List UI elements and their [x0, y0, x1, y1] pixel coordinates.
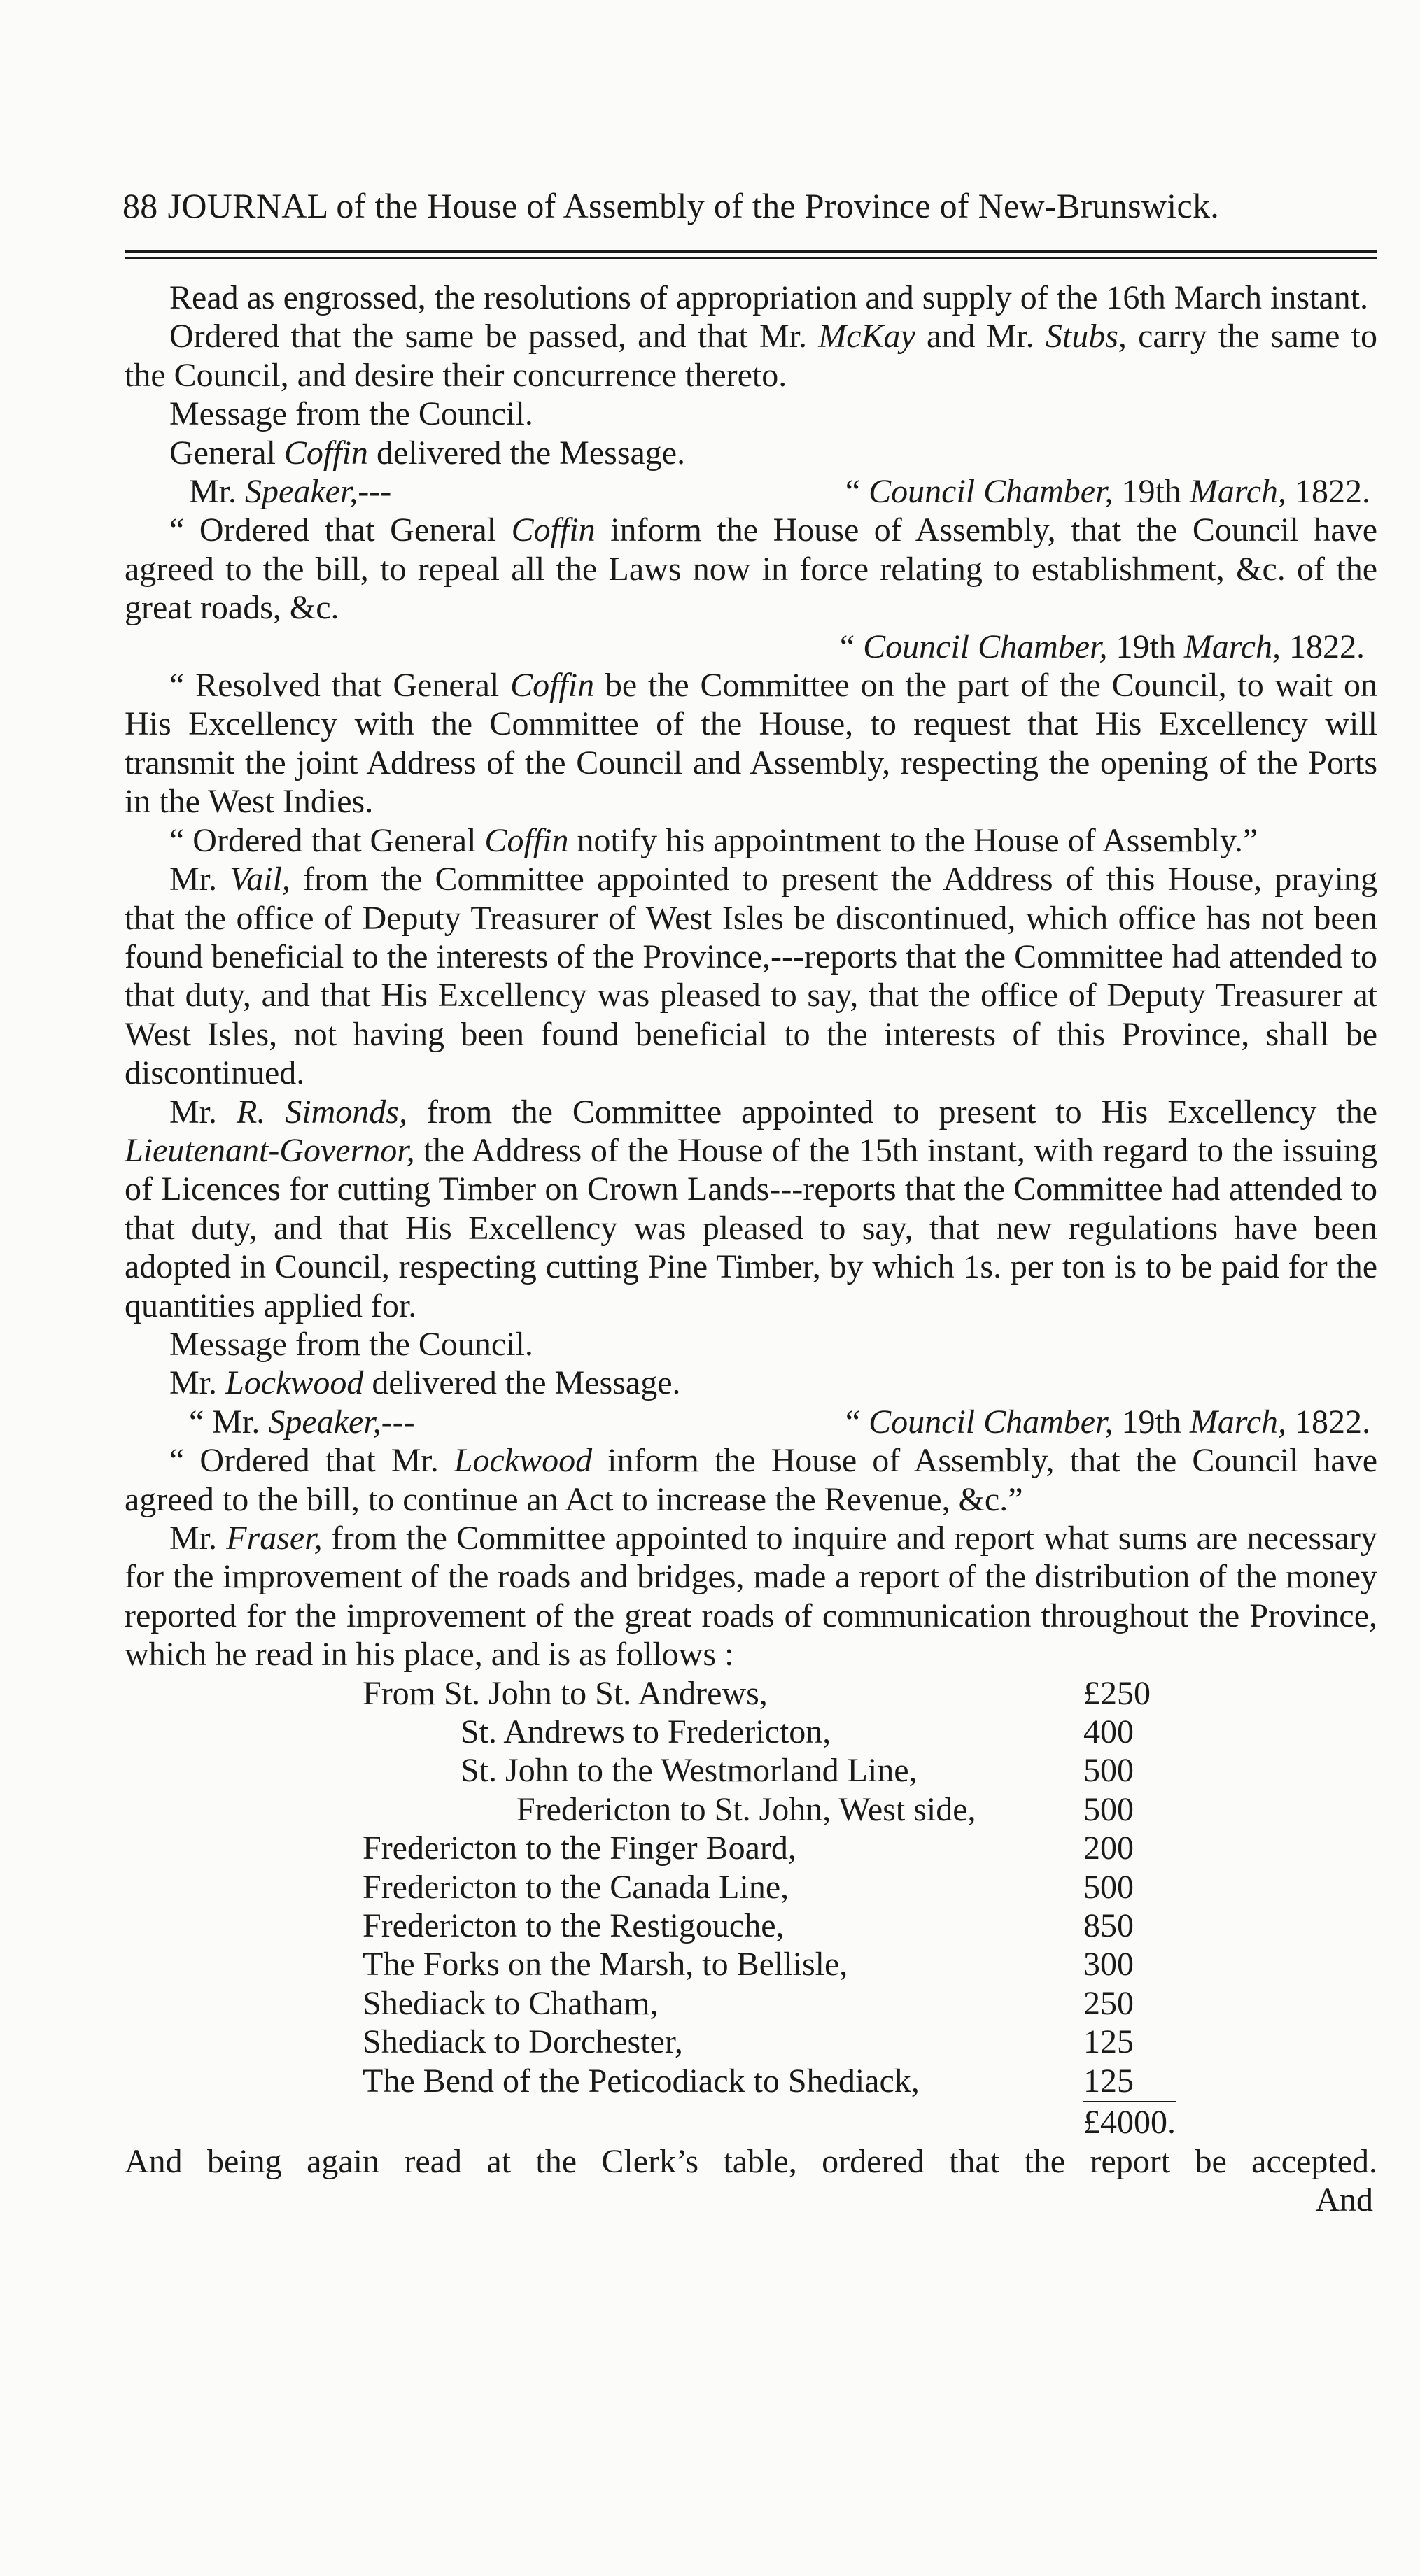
table-row: Shediack to Dorchester, 125 — [363, 2023, 1134, 2061]
table-row: The Forks on the Marsh, to Bellisle, 300 — [363, 1946, 1134, 1983]
distribution-total: £4000. — [1083, 2101, 1176, 2141]
paragraph-ordered-passed: Ordered that the same be passed, and that Mr. McKay and Mr. Stubs, carry the same to the Council, and desire their concurrence thereto. — [125, 318, 1378, 394]
council-date: “ Council Chamber, 19th March, 1822. — [839, 628, 1365, 665]
table-row: St. Andrews to Fredericton, 400 — [461, 1713, 1134, 1751]
name-lockwood: Lockwood — [225, 1364, 364, 1402]
table-row: St. John to the Westmorland Line, 500 — [461, 1752, 1134, 1790]
salutation: “ Mr. Speaker,--- — [189, 1403, 415, 1441]
running-title: JOURNAL of the House of Assembly of the Province of New-Brunswick. — [167, 186, 1220, 225]
name-vail: Vail, — [230, 861, 290, 898]
name-coffin: Coffin — [283, 434, 368, 472]
table-row: Fredericton to St. John, West side, 500 — [516, 1790, 1134, 1828]
paragraph-vail-report: Mr. Vail, from the Committee appointed to present the Address of this House, praying that the office of Deputy Treasurer of West Isles be discontinued, which office has not been found beneficial to the interests of the Province,---reports that the Committee had attended to that duty, and that His Excellency was pleased to say, that the office of Deputy Treasurer at West Isles, not having been found beneficial to the interests of this Province, shall be discontinued. — [125, 861, 1378, 1092]
header-rule-thick — [125, 250, 1377, 253]
dateline-2 — [125, 628, 1377, 666]
dateline-1 — [125, 472, 1377, 511]
name-fraser: Fraser, — [226, 1520, 323, 1557]
paragraph-message-from-council-1: Message from the Council. — [169, 395, 533, 433]
salutation: Mr. Speaker,--- — [189, 473, 392, 511]
paragraph-lockwood-delivered: Mr. Lockwood delivered the Message. — [169, 1364, 681, 1402]
catchword: And — [1315, 2181, 1373, 2218]
paragraph-simonds-report: Mr. R. Simonds, from the Committee appointed to present to His Excellency the Lieutenant-Governor, the Address of the House of the 15th instant, with regard to the issuing of Licences for cutting Timber on Crown Lands---reports that the Committee had attended to that duty, and that His Excellency was pleased to say, that new regulations have been adopted in Council, respecting cutting Pine Timber, by which 1s. per ton is to be paid for the quantities applied for. — [125, 1093, 1378, 1324]
paragraph-roads-bill: “ Ordered that General Coffin inform the House of Assembly, that the Council have agreed to the bill, to repeal all the Laws now in force relating to establishment, &c. of the great roads, &c. — [125, 511, 1378, 627]
paragraph-revenue-bill: “ Ordered that Mr. Lockwood inform the House of Assembly, that the Council have agreed to the bill, to continue an Act to increase the Revenue, &c.” — [125, 1442, 1377, 1518]
page-number: 88 — [122, 186, 158, 225]
council-date: “ Council Chamber, 19th March, 1822. — [845, 1403, 1370, 1441]
name-mckay: McKay — [818, 318, 915, 355]
table-row: Shediack to Chatham, 250 — [363, 1984, 1134, 2022]
road-distribution-table — [125, 1674, 1377, 2142]
table-row: Fredericton to the Finger Board, 200 — [363, 1830, 1134, 1867]
paragraph-message-from-council-2: Message from the Council. — [169, 1325, 533, 1363]
paragraph-engrossed: Read as engrossed, the resolutions of appropriation and supply of the 16th March instant. — [169, 279, 1368, 316]
paragraph-notify-appointment: “ Ordered that General Coffin notify his appointment to the House of Assembly.” — [169, 821, 1258, 859]
name-simonds: R. Simonds, — [237, 1093, 407, 1131]
paragraph-fraser-report: Mr. Fraser, from the Committee appointed to inquire and report what sums are necessary for the improvement of the roads and bridges, made a report of the distribution of the money reported for the improvement of the great roads of communication throughout the Province, which he read in his place, and is as follows : — [125, 1520, 1378, 1673]
journal-body — [125, 278, 1377, 2219]
paragraph-report-accepted: And being again read at the Clerk’s table, ordered that the report be accepted. — [125, 2142, 1377, 2180]
table-row: Fredericton to the Restigouche, 850 — [363, 1907, 1134, 1945]
table-row: The Bend of the Peticodiack to Shediack, 125 — [363, 2062, 1134, 2100]
table-row: Fredericton to the Canada Line, 500 — [363, 1868, 1134, 1906]
name-stubs: Stubs, — [1045, 318, 1127, 355]
running-header — [122, 183, 1375, 228]
table-row: From St. John to St. Andrews, £250 — [363, 1674, 1151, 1712]
header-rule-thin — [125, 257, 1377, 259]
council-date: “ Council Chamber, 19th March, 1822. — [845, 473, 1370, 511]
table-total-row — [125, 2100, 1377, 2142]
paragraph-resolved-committee: “ Resolved that General Coffin be the Committee on the part of the Council, to wait on His Excellency with the Committee of the House, to request that His Excellency will transmit the joint Address of the Council and Assembly, respecting the opening of the Ports in the West Indies. — [125, 667, 1377, 821]
dateline-3 — [125, 1403, 1377, 1441]
title-lieutenant-governor: Lieutenant-Governor, — [125, 1131, 415, 1169]
paragraph-coffin-delivered: General Coffin delivered the Message. — [169, 434, 686, 472]
